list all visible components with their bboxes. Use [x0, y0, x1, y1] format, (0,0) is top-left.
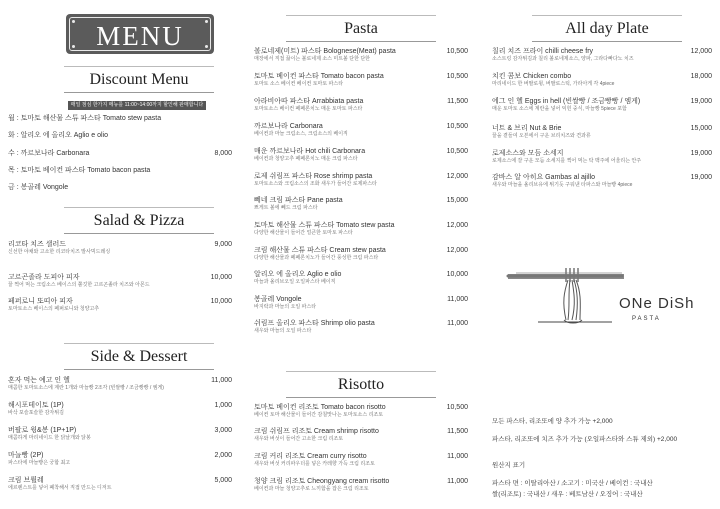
right-column	[492, 0, 712, 509]
pasta-heading: Pasta	[344, 20, 378, 37]
middle-column	[254, 0, 468, 509]
side-heading: Side & Dessert	[90, 348, 188, 365]
add-note-1: 모든 파스타, 리조또에 양 추가 가능 +2,000	[492, 418, 613, 425]
list-item: 로제 쉬림프 파스타 Rose shrimp pasta 토마토소스와 크림소스의 조화 새우가 들어간 로제파스타 12,000	[254, 173, 468, 187]
list-item: 치킨 콤보 Chicken combo 마리네이드 한 버팔로윙, 버팔로스틱, 가라아게 각 4piece 18,000	[492, 73, 712, 87]
list-item: 에그 인 헬 Eggs in hell (빈쌀빵 / 조금빵빵 / 엠게) 매운 토마토 소스에 계란을 넣어 익힌 중식, 마늘빵 5piece 포함 19,000	[492, 98, 712, 112]
list-item: 토마토 해산물 스튜 파스타 Tomato stew pasta 다양한 해산물이 들어간 얼큰한 토마토 파스타 12,000	[254, 222, 468, 236]
list-item: 크림 브륄레 에르렌스트를 넣어 폐착해서 직접 만드는 디저트 5,000	[8, 477, 232, 491]
list-item: 월 : 토마토 해산물 스튜 파스타 Tomato stew pasta	[8, 115, 162, 122]
allday-heading: All day Plate	[565, 20, 649, 37]
discount-price: 8,000	[214, 150, 232, 157]
logo-subtitle: PASTA	[632, 316, 661, 322]
add-note-2: 파스타, 리조또에 치즈 추가 가능 (오일파스타와 스튜 제외) +2,000	[492, 436, 678, 443]
origin-line-1: 파스타 면 : 이탈리아산 / 소고기 : 미국산 / 베이컨 : 국내산	[492, 480, 653, 487]
list-item: 봉골레 Vongole 바지락과 마늘의 오일 파스타 11,000	[254, 296, 468, 310]
fork-pasta-icon	[504, 262, 624, 337]
list-item: 아라비아따 파스타 Arrabbiata pasta 토마토소스 베이컨 페페론치노 매운 토마토 파스타 11,500	[254, 98, 468, 112]
list-item: 너트 & 브리 Nut & Brie 꿀을 곁들여 오븐에서 구운 브리치즈와 견과류 15,000	[492, 125, 712, 139]
list-item: 화 : 알리오 에 올리오 Aglio e olio	[8, 132, 109, 139]
risotto-heading: Risotto	[337, 376, 385, 393]
logo-name: ONe DiSh	[619, 295, 695, 312]
list-item: 볼로네제(미트) 파스타 Bolognese(Meat) pasta 매장에서 직접 끓이는 볼로네제 소스 미트볼 단한 단한 10,500	[254, 48, 468, 62]
list-item: 고르곤졸라 도피아 피자 꿀 찍어 먹는 크림소스 베이스의 쫄깃한 고르곤졸라 치즈와 아몬드 10,000	[8, 274, 232, 288]
list-item: 페퍼로니 또띠아 피자 토마토소스 베이스의 페퍼로니와 청양고추 10,000	[8, 298, 232, 312]
list-item: 목 : 토마토 베이컨 파스타 Tomato bacon pasta	[8, 167, 151, 174]
list-item: 토마토 베이컨 파스타 Tomato bacon pasta 토마토 소스 베이컨 베이컨 토마토 파스타 10,500	[254, 73, 468, 87]
list-item: 혼자 먹는 예고 인 헬 매콤한 토마토소스에 계란 1개와 마늘빵 2조각 (빈쌀빵 / 조금빵빵 / 엠게) 11,000	[8, 377, 232, 391]
origin-line-2: 쌀(리조토) : 국내산 / 새우 : 베트남산 / 오징어 : 국내산	[492, 491, 643, 498]
list-item: 크림 해산물 스튜 파스타 Cream stew pasta 다양한 해산물과 페페론치노가 들어간 풍성한 크림 파스타 12,000	[254, 247, 468, 261]
list-item: 쉬림프 올리오 파스타 Shrimp olio pasta 새우와 마늘의 오일 파스타 11,000	[254, 320, 468, 334]
list-item: 로제소스와 모듬 소세지 로제소스에 잘 구운 모듬 소세지를 찍어 먹는 탁 맥주에 어울리는 안주 19,000	[492, 150, 712, 164]
origin-title: 원산지 표기	[492, 462, 526, 469]
menu-title: MENU	[96, 21, 184, 51]
list-item: 마늘빵 (2P) 파스타에 마늘빵은 궁합 최고 2,000	[8, 452, 232, 466]
list-item: 수 : 까르보나라 Carbonara 8,000	[8, 150, 232, 157]
list-item: 버팔로 윙&봉 (1P+1P) 매콤하게 마리네이드 한 닭날개와 닭봉 3,000	[8, 427, 232, 441]
list-item: 알리오 에 올리오 Aglio e olio 마늘과 올리브오일 오일파스타 베이직 10,000	[254, 271, 468, 285]
discount-heading: Discount Menu	[89, 71, 189, 88]
list-item: 뻬네 크림 파스타 Pane pasta 쁘게트 볼에 뻬드 크림 파스타 15,000	[254, 197, 468, 211]
list-item: 크림 커리 리조토 Cream curry risotto 새우와 버섯 커리파우더를 넣은 카레향 가득 크림 리조토 11,000	[254, 453, 468, 467]
list-item: 감바스 알 아히요 Gambas al ajillo 새우와 마늘을 올리브유에 튀기듯 구워낸 타파스와 마늘빵 4piece 19,000	[492, 174, 712, 188]
list-item: 토마토 베이컨 리조토 Tomato bacon risotto 베이컨 토마 해산물이 들어간 감칠맛나는 토마토소스 리조토 10,500	[254, 404, 468, 418]
menu-title-plate	[66, 14, 214, 54]
list-item: 리코타 치즈 샐러드 신선한 야채와 고소한 리코타치즈 발사믹드레싱 9,000	[8, 241, 232, 255]
logo	[504, 262, 704, 342]
discount-notice: 매일 점심 한가지 메뉴를 11:00~14:00까지 할인해 판매합니다	[68, 101, 206, 110]
list-item: 까르보나라 Carbonara 베이컨과 마늘 크림소스, 크림소스의 베이직 10,500	[254, 123, 468, 137]
list-item: 청양 크림 리조토 Cheongyang cream risotto 베이컨과 마늘 청양고추로 느끼함을 잡은 크림 리조토 11,000	[254, 478, 468, 492]
list-item: 크림 쉬림프 리조토 Cream shrimp risotto 새우와 버섯이 들어간 고소한 크림 리조토 11,500	[254, 428, 468, 442]
left-column	[8, 0, 232, 509]
list-item: 해시포테이토 (1P) 바삭 포슬포슬한 감자튀김 1,000	[8, 402, 232, 416]
salad-heading: Salad & Pizza	[93, 212, 185, 229]
list-item: 칠리 치즈 프라이 chilli cheese fry 소스트링 감자튀김과 칠리 볼로네제소스, 양파, 그라다빠다노 치즈 12,000	[492, 48, 712, 62]
list-item: 금 : 봉골레 Vongole	[8, 184, 69, 191]
list-item: 매운 까르보나라 Hot chili Carbonara 베이컨과 청양고추 페페론치노 매운 크림 파스타 10,500	[254, 148, 468, 162]
